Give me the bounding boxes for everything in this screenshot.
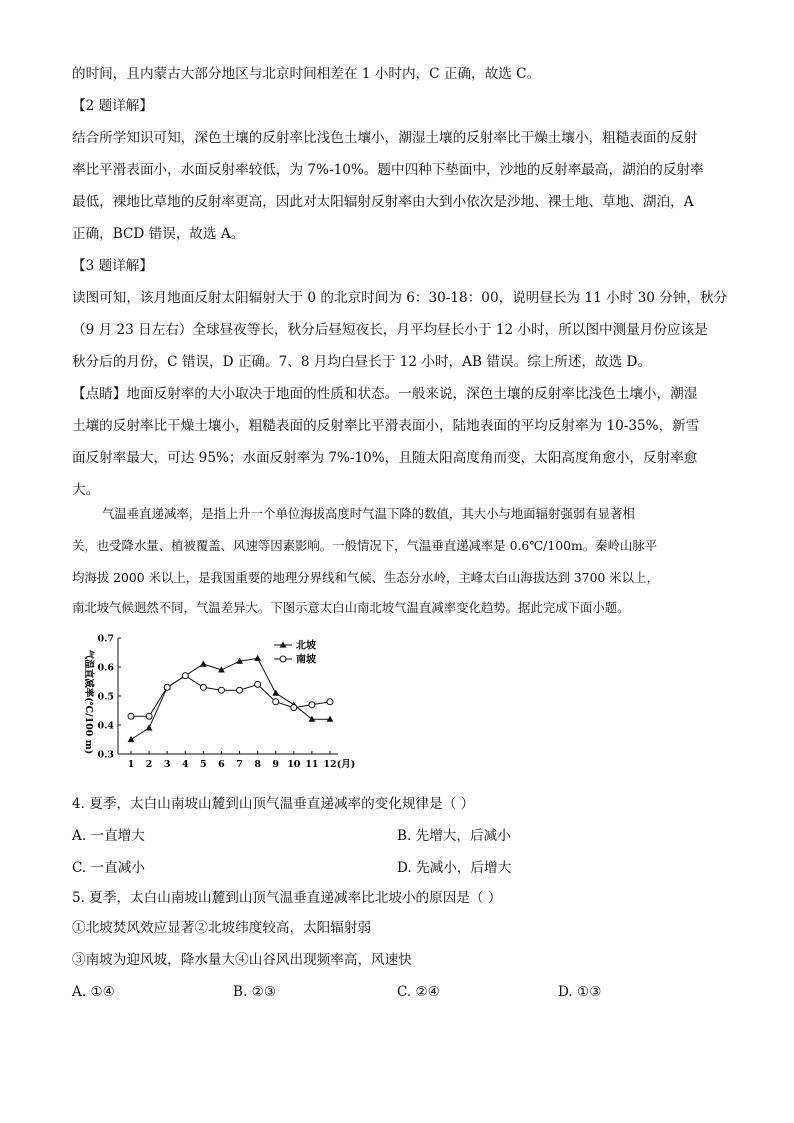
- data-point-circle: [237, 687, 243, 693]
- data-point-circle: [200, 684, 206, 690]
- y-tick-label: 0.3: [97, 749, 114, 761]
- data-point-triangle: [146, 724, 153, 730]
- data-point-circle: [146, 713, 152, 719]
- q5-items-line: ①北坡焚风效应显著②北坡纬度较高，太阳辐射弱: [72, 920, 372, 936]
- data-point-circle: [291, 705, 297, 711]
- data-point-circle: [218, 687, 224, 693]
- q2-explanation-line: 结合所学知识可知，深色土壤的反射率比浅色土壤小，潮湿土壤的反射率比干燥土壤小，粗糙表面的反射: [72, 130, 698, 146]
- key-point-line: 【点睛】地面反射率的大小取决于地面的性质和状态。一般来说，深色土壤的反射率比浅色土壤小，潮湿: [72, 386, 698, 402]
- q5-items-line: ③南坡为迎风坡，降水量大④山谷风出现频率高，风速快: [72, 952, 412, 968]
- y-tick-label: 0.4: [97, 720, 114, 732]
- lapse-rate-chart: [70, 628, 360, 778]
- legend-marker-circle: [280, 656, 286, 662]
- q5-option-b[interactable]: B. ②③: [233, 984, 277, 1000]
- q5-option-c[interactable]: C. ②④: [397, 984, 440, 1000]
- q4-option-b[interactable]: B. 先增大，后减小: [397, 828, 511, 844]
- key-point-line: 土壤的反射率比干燥土壤小，粗糙表面的反射率比平滑表面小，陆地表面的平均反射率为 10-35%，新雪: [72, 418, 700, 434]
- q2-explanation-line: 率比平滑表面小，水面反射率较低，为 7%-10%。题中四种下垫面中，沙地的反射率最高，湖泊的反射率: [72, 162, 704, 178]
- x-tick-label: 8: [254, 759, 261, 770]
- legend-label: 南坡: [296, 654, 316, 666]
- y-axis-label: 气温直减率(℃/100 m): [83, 649, 94, 755]
- data-point-triangle: [128, 736, 135, 742]
- data-point-circle: [182, 673, 188, 679]
- q3-header: 【3 题详解】: [72, 258, 153, 274]
- legend-label: 北坡: [296, 640, 316, 652]
- q5-option-a[interactable]: A. ①④: [72, 984, 115, 1000]
- x-tick-label: 9: [272, 759, 280, 770]
- y-tick-label: 0.5: [97, 691, 114, 703]
- q4-option-c[interactable]: C. 一直减小: [72, 860, 145, 876]
- x-tick-label: 2: [145, 759, 153, 770]
- y-tick-label: 0.6: [97, 662, 114, 674]
- x-tick-label: 5: [200, 759, 207, 770]
- passage-line: 气温垂直递减率，是指上升一个单位海拔高度时气温下降的数值，其大小与地面辐射强弱有显著相: [102, 506, 635, 521]
- x-tick-label: 12: [323, 759, 337, 770]
- q3-explanation-line: （9 月 23 日左右）全球昼夜等长，秋分后昼短夜长，月平均昼长小于 12 小时，所以图中测量月份应该是: [72, 322, 708, 338]
- x-tick-label: 1: [127, 759, 135, 770]
- q5-option-d[interactable]: D. ①③: [558, 984, 602, 1000]
- q4-option-d[interactable]: D. 先减小，后增大: [397, 860, 512, 876]
- q3-explanation-line: 秋分后的月份，C 错误，D 正确。7、8 月均白昼长于 12 小时，AB 错误。综上所述，故选 D。: [72, 354, 652, 370]
- q5-stem: 5. 夏季，太白山南坡山麓到山顶气温垂直递减率比北坡小的原因是（ ）: [72, 890, 502, 906]
- data-point-triangle: [327, 716, 334, 722]
- x-tick-label: 7: [236, 759, 243, 770]
- q2-header: 【2 题详解】: [72, 98, 153, 114]
- data-point-circle: [164, 684, 170, 690]
- data-point-triangle: [309, 716, 316, 722]
- x-tick-label: 6: [218, 759, 225, 770]
- data-point-triangle: [272, 690, 279, 696]
- x-tick-label: 4: [181, 759, 189, 770]
- x-tick-label: 10: [287, 759, 301, 770]
- x-tick-label: 3: [163, 759, 171, 770]
- data-point-circle: [255, 681, 261, 687]
- q3-explanation-line: 读图可知，该月地面反射太阳辐射大于 0 的北京时间为 6：30-18：00，说明昼长为 11 小时 30 分钟，秋分: [72, 290, 728, 306]
- q4-option-a[interactable]: A. 一直增大: [72, 828, 145, 844]
- key-point-line: 大。: [72, 482, 100, 498]
- data-point-circle: [327, 699, 333, 705]
- x-tick-label: 11: [305, 759, 319, 770]
- passage-line: 关，也受降水量、植被覆盖、风速等因素影响。一般情况下，气温垂直递减率是 0.6℃/100m。秦岭山脉平: [72, 538, 658, 553]
- data-point-circle: [309, 702, 315, 708]
- y-tick-label: 0.7: [97, 633, 114, 645]
- q2-explanation-line: 正确，BCD 错误，故选 A。: [72, 226, 245, 242]
- data-point-triangle: [254, 655, 261, 661]
- data-point-circle: [128, 713, 134, 719]
- q4-stem: 4. 夏季，太白山南坡山麓到山顶气温垂直递减率的变化规律是（ ）: [72, 796, 475, 812]
- passage-line: 均海拔 2000 米以上，是我国重要的地理分界线和气候、生态分水岭，主峰太白山海拔达到 3700 米以上，: [72, 570, 659, 585]
- data-point-circle: [273, 699, 279, 705]
- passage-line: 南北坡气候迥然不同，气温差异大。下图示意太白山南北坡气温直减率变化趋势。据此完成下面小题。: [72, 600, 630, 615]
- q1-explanation-tail: 的时间，且内蒙古大部分地区与北京时间相差在 1 小时内，C 正确，故选 C。: [72, 66, 541, 82]
- x-axis-label: (月): [336, 759, 356, 770]
- data-point-triangle: [200, 661, 207, 667]
- series-line-triangle: [131, 658, 330, 739]
- key-point-line: 面反射率最大，可达 95%；水面反射率为 7%-10%，且随太阳高度角而变，太阳高度角愈小，反射率愈: [72, 450, 698, 466]
- q2-explanation-line: 最低，裸地比草地的反射率更高，因此对太阳辐射反射率由大到小依次是沙地、裸土地、草地、湖泊，A: [72, 194, 694, 210]
